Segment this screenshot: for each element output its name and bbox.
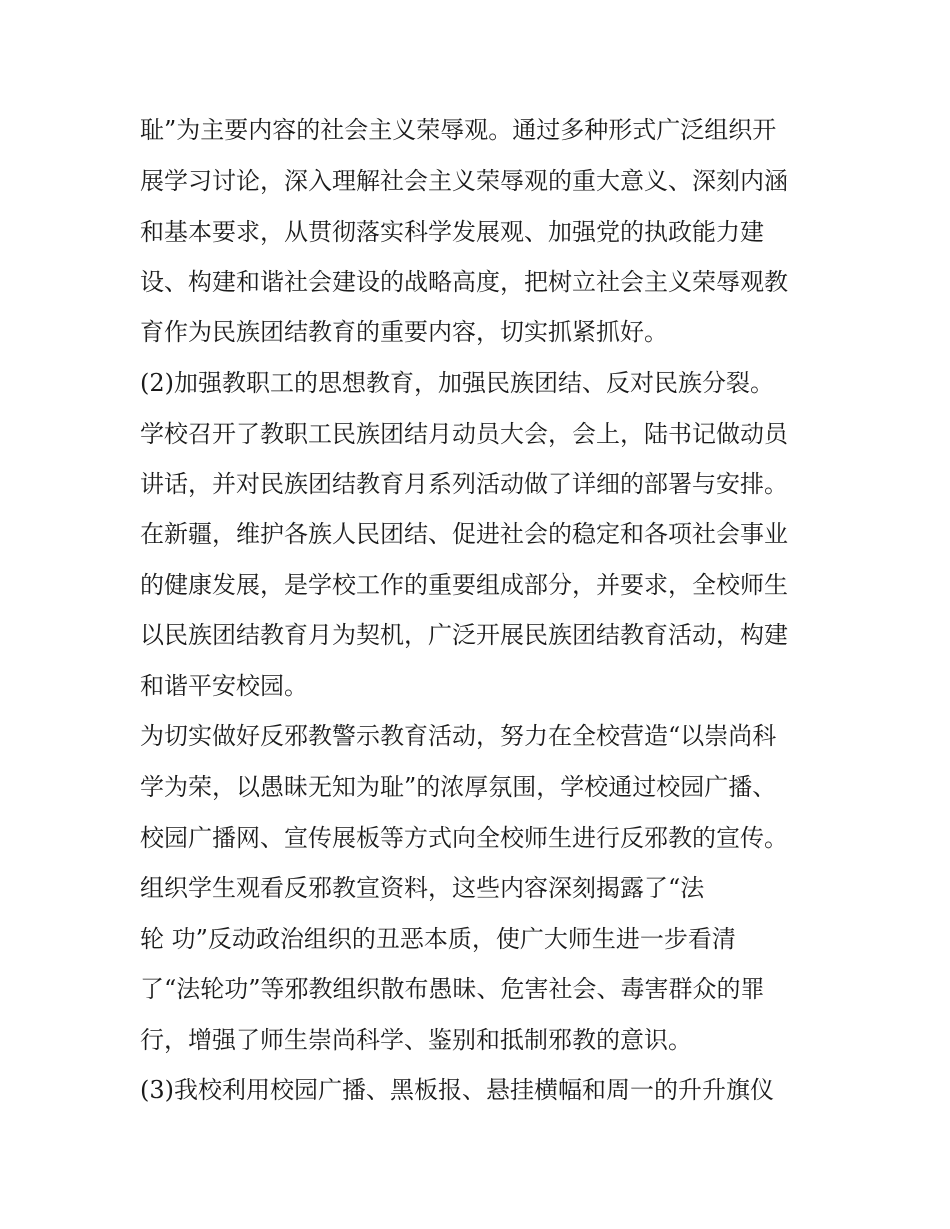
text-line-5: 育作为民族团结教育的重要内容，切实抓紧抓好。 <box>140 318 668 346</box>
text-line-16: 组织学生观看反邪教宣资料，这些内容深刻揭露了“法 <box>140 874 705 902</box>
text-line-10: 的健康发展，是学校工作的重要组成部分，并要求，全校师生 <box>140 571 788 599</box>
text-line-20: (3)我校利用校园广播、黑板报、悬挂横幅和周一的升升旗仪 <box>140 1076 774 1104</box>
text-line-2: 展学习讨论，深入理解社会主义荣辱观的重大意义、深刻内涵 <box>140 167 788 195</box>
text-line-12: 和谐平安校园。 <box>140 672 308 700</box>
text-line-7: 学校召开了教职工民族团结月动员大会，会上，陆书记做动员 <box>140 420 788 448</box>
text-line-19: 行，增强了师生崇尚科学、鉴别和抵制邪教的意识。 <box>140 1026 692 1054</box>
text-line-17: 轮 功”反动政治组织的丑恶本质，使广大师生进一步看清 <box>140 925 736 953</box>
text-line-1: 耻”为主要内容的社会主义荣辱观。通过多种形式广泛组织开 <box>140 116 777 144</box>
text-line-18: 了“法轮功”等邪教组织散布愚昧、危害社会、毒害群众的罪 <box>140 975 765 1003</box>
text-line-15: 校园广播网、宣传展板等方式向全校师生进行反邪教的宣传。 <box>140 824 788 852</box>
text-line-8: 讲话，并对民族团结教育月系列活动做了详细的部署与安排。 <box>140 470 788 498</box>
text-line-9: 在新疆，维护各族人民团结、促进社会的稳定和各项社会事业 <box>140 520 788 548</box>
text-line-14: 学为荣，以愚昧无知为耻”的浓厚氛围，学校通过校园广播、 <box>140 773 777 801</box>
text-line-11: 以民族团结教育月为契机，广泛开展民族团结教育活动，构建 <box>140 621 788 649</box>
text-line-3: 和基本要求，从贯彻落实科学发展观、加强党的执政能力建 <box>140 218 764 246</box>
text-line-4: 设、构建和谐社会建设的战略高度，把树立社会主义荣辱观教 <box>140 268 788 296</box>
text-line-6: (2)加强教职工的思想教育，加强民族团结、反对民族分裂。 <box>140 369 774 397</box>
text-line-13: 为切实做好反邪教警示教育活动，努力在全校营造“以崇尚科 <box>140 722 777 750</box>
